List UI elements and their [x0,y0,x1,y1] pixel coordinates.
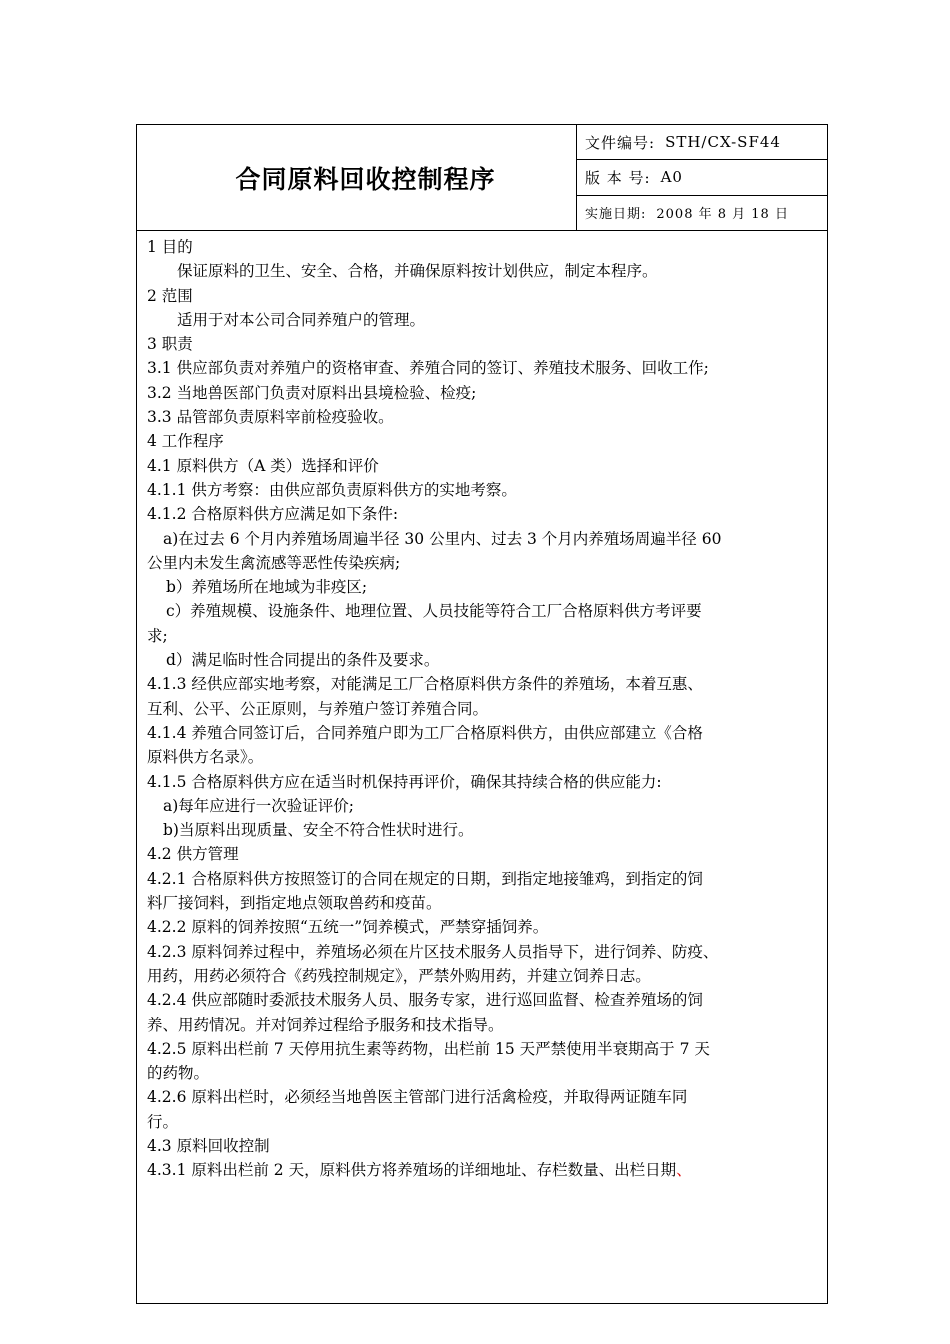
body-line-text: 4.1.2 合格原料供方应满足如下条件: [147,505,399,524]
body-line-text: 公里内未发生禽流感等恶性传染疾病; [147,553,401,572]
effective-date-label: 实施日期: [585,207,647,223]
body-line-text: 4.2.4 供应部随时委派技术服务人员、服务专家，进行巡回监督、检查养殖场的饲 [147,991,703,1010]
body-line-text: 4.1.5 合格原料供方应在适当时机保持再评价，确保其持续合格的供应能力: [147,772,662,791]
body-line-text: 4.1 原料供方（A 类）选择和评价 [147,456,379,475]
body-line-text: 求; [147,626,168,645]
title-cell [137,125,577,230]
document-header [137,125,827,231]
body-line [147,405,817,429]
body-line [147,429,817,453]
body-line-text: 3 职责 [147,335,193,354]
body-line-text: 1 目的 [147,238,193,256]
body-line [147,527,817,551]
version-value: A0 [660,168,683,187]
body-line [147,454,817,478]
body-line-text: 3.1 供应部负责对养殖户的资格审查、养殖合同的签订、养殖技术服务、回收工作; [147,359,709,378]
doc-number-row [577,125,827,159]
body-line-text: a)在过去 6 个月内养殖场周遍半径 30 公里内、过去 3 个月内养殖场周遍半径 60 [163,529,722,548]
body-line [147,842,817,866]
body-line [147,745,817,769]
body-line-text: 2 范围 [147,286,193,305]
meta-table [577,125,827,230]
body-line-text: 4.2.3 原料饲养过程中，养殖场必须在片区技术服务人员指导下，进行饲养、防疫、 [147,942,719,961]
body-line-text: b)当原料出现质量、安全不符合性状时进行。 [163,821,474,840]
body-line-text: 原料供方名录》。 [147,748,264,767]
body-line [147,308,817,332]
body-line [147,915,817,939]
body-line [147,1085,817,1109]
body-line-text: 用药，用药必须符合《药残控制规定》，严禁外购用药，并建立饲养日志。 [147,966,651,985]
doc-number-label: 文件编号: [585,133,656,152]
body-line [147,721,817,745]
body-line-text: b）养殖场所在地域为非疫区; [166,578,368,597]
body-line [147,332,817,356]
body-line-text: 行。 [147,1112,179,1131]
effective-date-value: 2008 年 8 月 18 日 [656,207,789,223]
body-line-text: 4.2.5 原料出栏前 7 天停用抗生素等药物，出栏前 15 天严禁使用半衰期高于 7 天 [147,1039,710,1058]
version-label: 版 本 号: [585,168,651,187]
body-line [147,478,817,502]
body-line-text: 4.1.4 养殖合同签订后，合同养殖户即为工厂合格原料供方，由供应部建立《合格 [147,723,703,742]
body-line [147,1037,817,1061]
body-line [147,235,817,259]
body-line-text: 养、用药情况。并对饲养过程给予服务和技术指导。 [147,1015,504,1034]
body-line-text: 3.2 当地兽医部门负责对原料出县境检验、检疫; [147,383,477,402]
body-line-text: 料厂接饲料，到指定地点领取兽药和疫苗。 [147,894,442,913]
trailing-mark: 、 [676,1161,692,1180]
body-line [147,794,817,818]
document-title: 合同原料回收控制程序 [235,164,496,194]
body-line [147,940,817,964]
body-line-text: 3.3 品管部负责原料宰前检疫验收。 [147,408,394,427]
body-line-text: 4.1.1 供方考察：由供应部负责原料供方的实地考察。 [147,480,517,499]
body-line [147,1061,817,1085]
body-line-text: 4.2.6 原料出栏时，必须经当地兽医主管部门进行活禽检疫，并取得两证随车同 [147,1088,688,1107]
body-line-text: 4.2.1 合格原料供方按照签订的合同在规定的日期，到指定地接雏鸡，到指定的饲 [147,869,703,888]
body-line [147,1134,817,1158]
body-line-text: 4.2.2 原料的饲养按照“五统一”饲养模式，严禁穿插饲养。 [147,918,549,937]
body-line [147,964,817,988]
body-line [147,818,817,842]
version-row [577,159,827,194]
body-line [147,284,817,308]
document-frame [136,124,828,1304]
body-line [147,575,817,599]
body-line [147,891,817,915]
body-line [147,1013,817,1037]
body-line [147,867,817,891]
body-line-text: a)每年应进行一次验证评价; [163,796,355,815]
body-line [147,624,817,648]
body-line-text: 互利、公平、公正原则，与养殖户签订养殖合同。 [147,699,489,718]
body-line-text: 4.2 供方管理 [147,845,239,864]
body-line [147,988,817,1012]
body-line-text: 保证原料的卫生、安全、合格，并确保原料按计划供应，制定本程序。 [177,262,658,281]
body-line-text: 适用于对本公司合同养殖户的管理。 [177,310,426,329]
body-line [147,599,817,623]
body-line [147,259,817,283]
body-line [147,1110,817,1134]
body-line [147,381,817,405]
body-line-text: 4.3.1 原料出栏前 2 天，原料供方将养殖场的详细地址、存栏数量、出栏日期 [147,1161,677,1180]
body-line-text: c）养殖规模、设施条件、地理位置、人员技能等符合工厂合格原料供方考评要 [166,602,702,621]
body-line [147,356,817,380]
body-line [147,770,817,794]
document-body [137,231,827,1303]
body-line-text: 的药物。 [147,1064,210,1083]
body-line [147,648,817,672]
body-line-text: d）满足临时性合同提出的条件及要求。 [166,651,440,670]
body-line [147,697,817,721]
effective-date-row [577,195,827,230]
body-line [147,502,817,526]
body-line [147,672,817,696]
doc-number-value: STH/CX-SF44 [665,133,781,152]
body-line [147,551,817,575]
body-line-text: 4 工作程序 [147,432,224,451]
body-line-text: 4.1.3 经供应部实地考察，对能满足工厂合格原料供方条件的养殖场，本着互惠、 [147,675,703,694]
body-line-text: 4.3 原料回收控制 [147,1136,270,1155]
body-line [147,1158,817,1182]
